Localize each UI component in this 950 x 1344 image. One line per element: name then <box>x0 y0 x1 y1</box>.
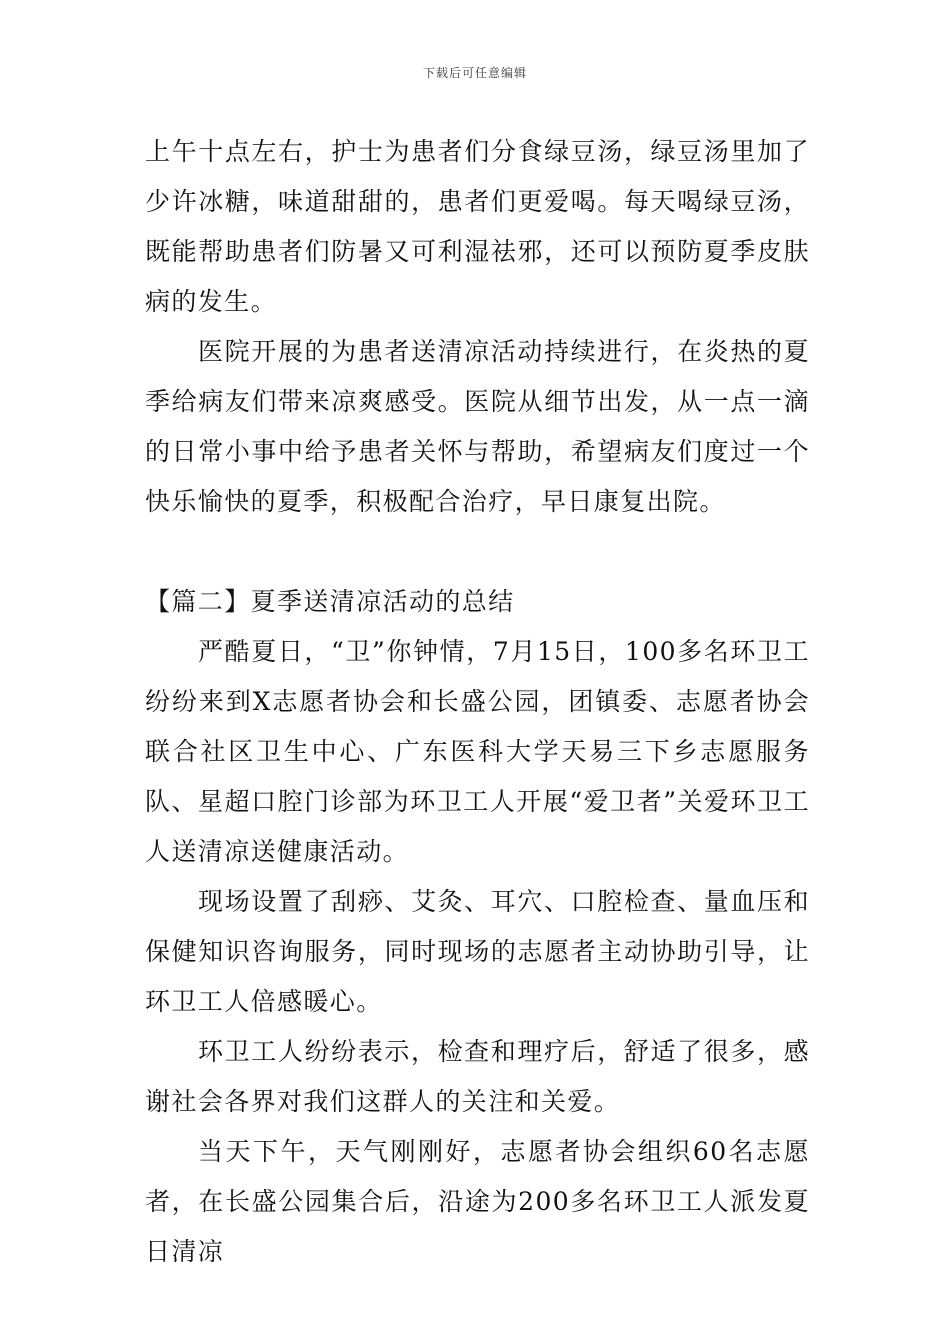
section-heading: 【篇二】夏季送清凉活动的总结 <box>145 587 515 616</box>
paragraph-4: 现场设置了刮痧、艾灸、耳穴、口腔检查、量血压和保健知识咨询服务，同时现场的志愿者主动协助引导，让环卫工人倍感暖心。 <box>145 887 810 1016</box>
paragraph-2: 医院开展的为患者送清凉活动持续进行，在炎热的夏季给病友们带来凉爽感受。医院从细节出发，从一点一滴的日常小事中给予患者关怀与帮助，希望病友们度过一个快乐愉快的夏季，积极配合治疗，早日康复出院。 <box>145 337 810 516</box>
paragraph-6: 当天下午，天气刚刚好，志愿者协会组织60名志愿者，在长盛公园集合后，沿途为200多名环卫工人派发夏日清凉 <box>145 1137 810 1266</box>
section-spacer <box>145 527 810 577</box>
document-body <box>145 127 810 1277</box>
paragraph-3: 严酷夏日，“卫”你钟情，7月15日，100多名环卫工纷纷来到X志愿者协会和长盛公园，团镇委、志愿者协会联合社区卫生中心、广东医科大学天易三下乡志愿服务队、星超口腔门诊部为环卫工人开展“爱卫者”关爱环卫工人送清凉送健康活动。 <box>145 637 810 866</box>
paragraph-5: 环卫工人纷纷表示，检查和理疗后，舒适了很多，感谢社会各界对我们这群人的关注和关爱。 <box>145 1037 810 1116</box>
paragraph-1: 上午十点左右，护士为患者们分食绿豆汤，绿豆汤里加了少许冰糖，味道甜甜的，患者们更爱喝。每天喝绿豆汤，既能帮助患者们防暑又可利湿祛邪，还可以预防夏季皮肤病的发生。 <box>145 137 810 316</box>
header-note: 下载后可任意编辑 <box>422 66 527 80</box>
